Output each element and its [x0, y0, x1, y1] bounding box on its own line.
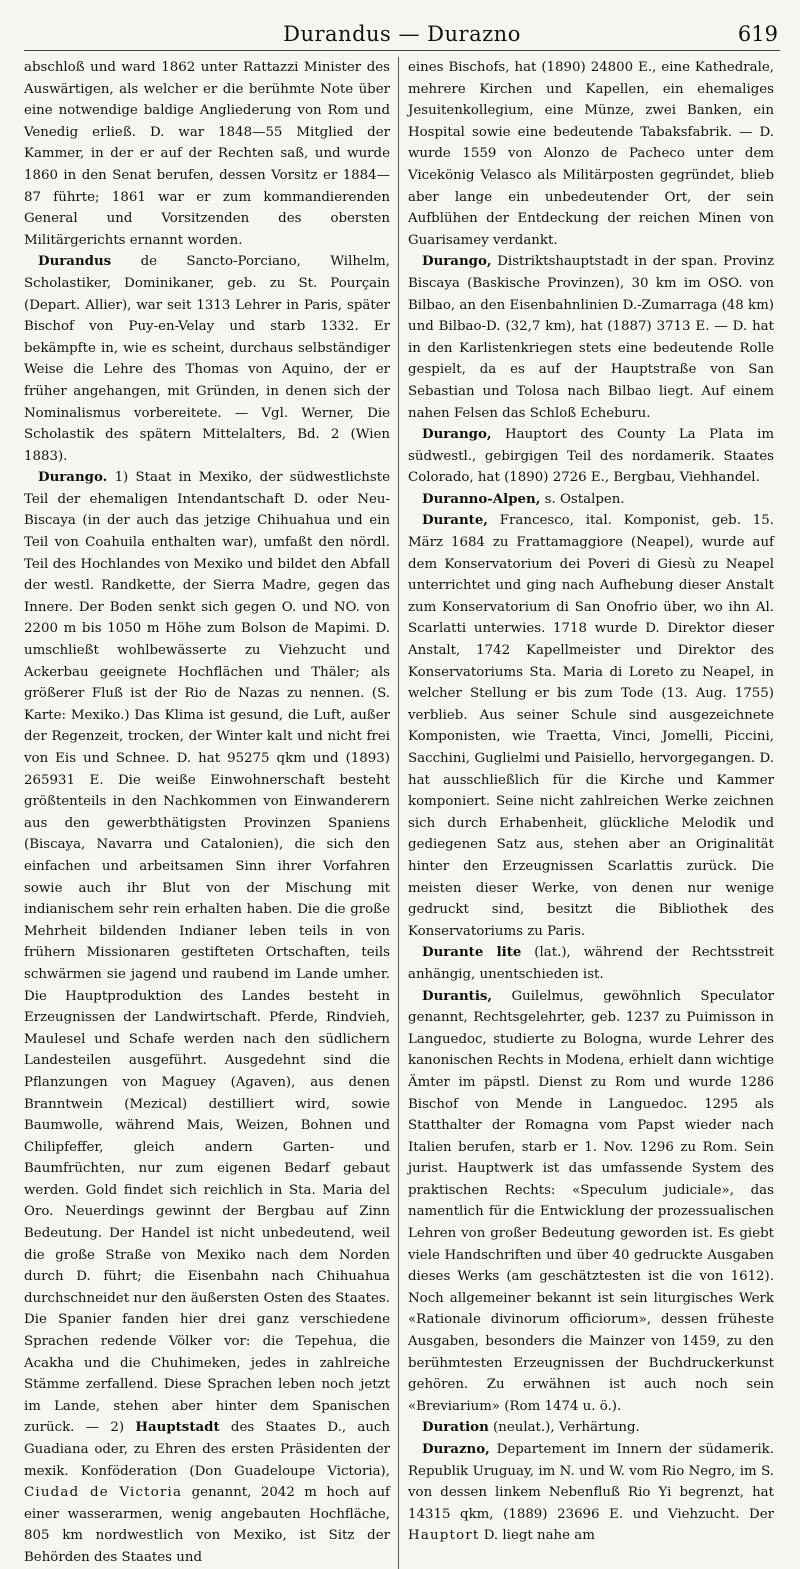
bold-term: Hauptstadt: [135, 1419, 220, 1436]
entry-text: des Staates D., auch Guadiana oder, zu Ehren des ersten Präsidenten der mexik. Konföderation (Don Guadeloupe Victoria),: [24, 1420, 390, 1479]
entry-durante-lite: [408, 942, 774, 985]
headword: Durazno,: [422, 1441, 490, 1457]
headword: Durango,: [422, 426, 492, 443]
entry-durango-spain: [408, 251, 774, 424]
page-header: [24, 14, 780, 51]
entry-text: Francesco, ital. Komponist, geb. 15. März 1684 zu Frattamaggiore (Neapel), wurde auf dem Konservatorium dei Poveri di Giesù zu Neapel unterrichtet und ging nach Aufhebung dieser Anstalt zum Konservatorium di San Onofrio über, wo ihn Al. Scarlatti unterwies. 1718 wurde D. Direktor dieser Anstalt, 1742 Kapellmeister und Direktor des Konservatoriums Sta. Maria di Loreto zu Neapel, in welcher Stellung er bis zum Tode (13. Aug. 1755) verblieb. Aus seiner Schule sind ausgezeichnete Komponisten, wie Traetta, Vinci, Jomelli, Piccini, Sacchini, Guglielmi und Paisiello, hervorgegangen. D. hat ausschließlich für die Kirche und Kammer komponiert. Seine nicht zahlreichen Werke zeichnen sich durch Erhabenheit, glückliche Melodik und gediegenen Satz aus, stehen aber an Originalität hinter den Erzeugnissen Scarlattis zurück. Die meisten dieser Werke, von denen nur wenige gedruckt sind, besitzt die Bibliothek des Konservatoriums zu Paris.: [408, 513, 774, 939]
continued-text: [24, 57, 390, 251]
headword: Duration: [422, 1419, 489, 1436]
text-columns: [24, 57, 780, 1569]
entry-duranno-alpen: [408, 489, 774, 511]
entry-text: Hauptort des County La Plata im südwestl., gebirgigen Teil des nordamerik. Staates Colorado, hat (1890) 2726 E., Bergbau, Viehhandel.: [408, 427, 774, 486]
entry-duration: [408, 1417, 774, 1439]
entry-text: Distriktshauptstadt in der span. Provinz Biscaya (Baskische Provinzen), 30 km im OSO. von Bilbao, an den Eisenbahnlinien D.-Zumarraga (48 km) und Bilbao-D. (32,7 km), hat (1887) 3713 E. — D. hat in den Karlistenkriegen stets eine bedeutende Rolle gespielt, da es auf der Hauptstraße von San Sebastian und Tolosa nach Bilbao liegt. Auf einem nahen Felsen das Schloß Echeburu.: [408, 254, 774, 421]
entry-text: eines Bischofs, hat (1890) 24800 E., eine Kathedrale, mehrere Kirchen und Kapellen, ein ehemaliges Jesuitenkollegium, eine Münze, zwei Banken, ein Hospital sowie eine bedeutende Tabaksfabrik. — D. wurde 1559 von Alonzo de Pacheco unter dem Vicekönig Velasco als Militärposten gegründet, blieb aber lange ein unbedeutender Ort, der sein Aufblühen der Entdeckung der reichen Minen von Guarisamey verdankt.: [408, 60, 774, 248]
entry-text: de Sancto-Porciano, Wilhelm, Scholastiker, Dominikaner, geb. zu St. Pourçain (Depart. Allier), war seit 1313 Lehrer in Paris, später Bischof von Puy-en-Velay und starb 1332. Er bekämpfte in, wie es scheint, durchaus selbständiger Weise die Lehre des Thomas von Aquino, der er früher angehangen, mit Gründen, in denen sich der Nominalismus vorbereitete. — Vgl. Werner, Die Scholastik des spätern Mittelalters, Bd. 2 (Wien 1883).: [24, 254, 390, 464]
continued-text: [408, 57, 774, 251]
entry-text: genannt, 2042 m hoch auf einer wasserarmen, wenig angebauten Hochfläche, 805 km nordwestlich von Mexiko, ist Sitz der Behörden des Staates und: [24, 1485, 390, 1565]
headword: Durango,: [422, 253, 492, 270]
spaced-term: Hauptort: [408, 1528, 480, 1544]
entry-text: 1) Staat in Mexiko, der südwestlichste Teil der ehemaligen Intendantschaft D. oder Neu-Biscaya (in der auch das jetzige Chihuahua und ein Teil von Coahuila enthalten war), umfaßt den nördl. Teil des Hochlandes von Mexiko und bildet den Abfall der westl. Randkette, der Sierra Madre, gegen das Innere. Der Boden senkt sich gegen O. und NO. von 2200 m bis 1050 m Höhe zum Bolson de Mapimi. D. umschließt wohlbewässerte zu Viehzucht und Ackerbau geeignete Hochflächen und Thäler; als größerer Fluß ist der Rio de Nazas zu nennen. (S. Karte: Mexiko.) Das Klima ist gesund, die Luft, außer der Regenzeit, trocken, der Winter kalt und nicht frei von Eis und Schnee. D. hat 95275 qkm und (1893) 265931 E. Die weiße Einwohnerschaft besteht größtenteils in den Nachkommen von Einwanderern aus den gewerbthätigsten Provinzen Spaniens (Biscaya, Navarra und Catalonien), die sich den einfachen und arbeitsamen Sinn ihrer Vorfahren sowie auch ihr Blut von der Mischung mit indianischem sehr rein erhalten haben. Die die große Mehrheit bildenden Indianer leben teils in von frühern Missionaren gestifteten Ortschaften, teils schwärmen sie jagend und raubend im Lande umher. Die Hauptproduktion des Landes besteht in Erzeugnissen der Landwirtschaft. Pferde, Rindvieh, Maulesel und Schafe werden nach den südlichern Landesteilen ausgeführt. Ausgedehnt sind die Pflanzungen von Maguey (Agaven), aus denen Branntwein (Mezical) destilliert wird, sowie Baumwolle, während Mais, Weizen, Bohnen und Chilipfeffer, gleich andern Garten- und Baumfrüchten, nur zum eigenen Bedarf gebaut werden. Gold findet sich reichlich in Sta. Maria del Oro. Neuerdings gewinnt der Bergbau auf Zinn Bedeutung. Der Handel ist nicht unbedeutend, weil die große Straße von Mexiko nach dem Norden durch D. führt; die Eisenbahn nach Chihuahua durchschneidet nur den äußersten Osten des Staates. Die Spanier fanden hier drei ganz verschiedene Sprachen redende Völker vor: die Tepehua, die Acakha und die Chuhimeken, jedes in zahlreiche Stämme zerfallend. Diese Sprachen leben noch jetzt im Lande, stehen aber hinter dem Spanischen zurück. — 2): [24, 470, 390, 1436]
entry-text: (lat.), während der Rechtsstreit anhängig, unentschieden ist.: [408, 945, 775, 982]
headword: Duranno-Alpen,: [422, 490, 541, 507]
page-number: 619: [737, 22, 778, 46]
spaced-term: Ciudad de Victoria: [24, 1485, 183, 1501]
right-column: [399, 57, 774, 1569]
headword: Durango.: [38, 469, 108, 486]
left-column: [24, 57, 399, 1569]
headword: Durante,: [422, 512, 488, 529]
entry-durante: [408, 510, 774, 942]
headword: Durandus: [38, 253, 112, 270]
entry-durango-mexico: [24, 467, 390, 1568]
entry-text: (neulat.), Verhärtung.: [488, 1420, 640, 1436]
entry-durazno: [408, 1439, 774, 1547]
headword: Durantis,: [422, 987, 493, 1004]
entry-durango-colorado: [408, 424, 774, 489]
entry-text: abschloß und ward 1862 unter Rattazzi Minister des Auswärtigen, als welcher er die berühmte Note über eine notwendige baldige Angliederung von Rom und Venedig erließ. D. war 1848—55 Mitglied der Kammer, in der er auf der Rechten saß, und wurde 1860 in den Senat berufen, dessen Vorsitz er 1884—87 führte; 1861 war er zum kommandierenden General und Vorsitzenden des obersten Militärgerichts ernannt worden.: [24, 60, 390, 248]
entry-text: D. liegt nahe am: [479, 1528, 595, 1544]
entry-text: s. Ostalpen.: [540, 491, 625, 507]
entry-durantis: [408, 986, 774, 1418]
headword: Durante lite: [422, 944, 522, 961]
entry-text: Guilelmus, gewöhnlich Speculator genannt, Rechtsgelehrter, geb. 1237 zu Puimisson in Languedoc, studierte zu Bologna, wurde Lehrer des kanonischen Rechts in Modena, erhielt dann wichtige Ämter im päpstl. Dienst zu Rom und wurde 1286 Bischof von Mende in Languedoc. 1295 als Statthalter der Romagna vom Papst wieder nach Italien berufen, starb er 1. Nov. 1296 zu Rom. Sein jurist. Hauptwerk ist das umfassende System des praktischen Rechts: «Speculum judiciale», das namentlich für die Entwicklung der prozessualischen Lehren von großer Bedeutung geworden ist. Es giebt viele Handschriften und über 40 gedruckte Ausgaben dieses Werks (am geschätztesten ist die von 1612). Noch allgemeiner bekannt ist sein liturgisches Werk «Rationale divinorum officiorum», dessen früheste Ausgaben, besonders die Mainzer von 1459, zu den berühmtesten Erzeugnissen der Buchdruckerkunst gehören. Zu erwähnen ist auch noch sein «Breviarium» (Rom 1474 u. ö.).: [408, 988, 774, 1414]
entry-text: Departement im Innern der südamerik. Republik Uruguay, im N. und W. vom Rio Negro, im S. von dessen linkem Nebenfluß Rio Yi begrenzt, hat 14315 qkm, (1889) 23696 E. und Viehzucht. Der: [408, 1442, 774, 1522]
entry-durandus: [24, 251, 390, 467]
running-title: Durandus — Durazno: [283, 22, 521, 46]
